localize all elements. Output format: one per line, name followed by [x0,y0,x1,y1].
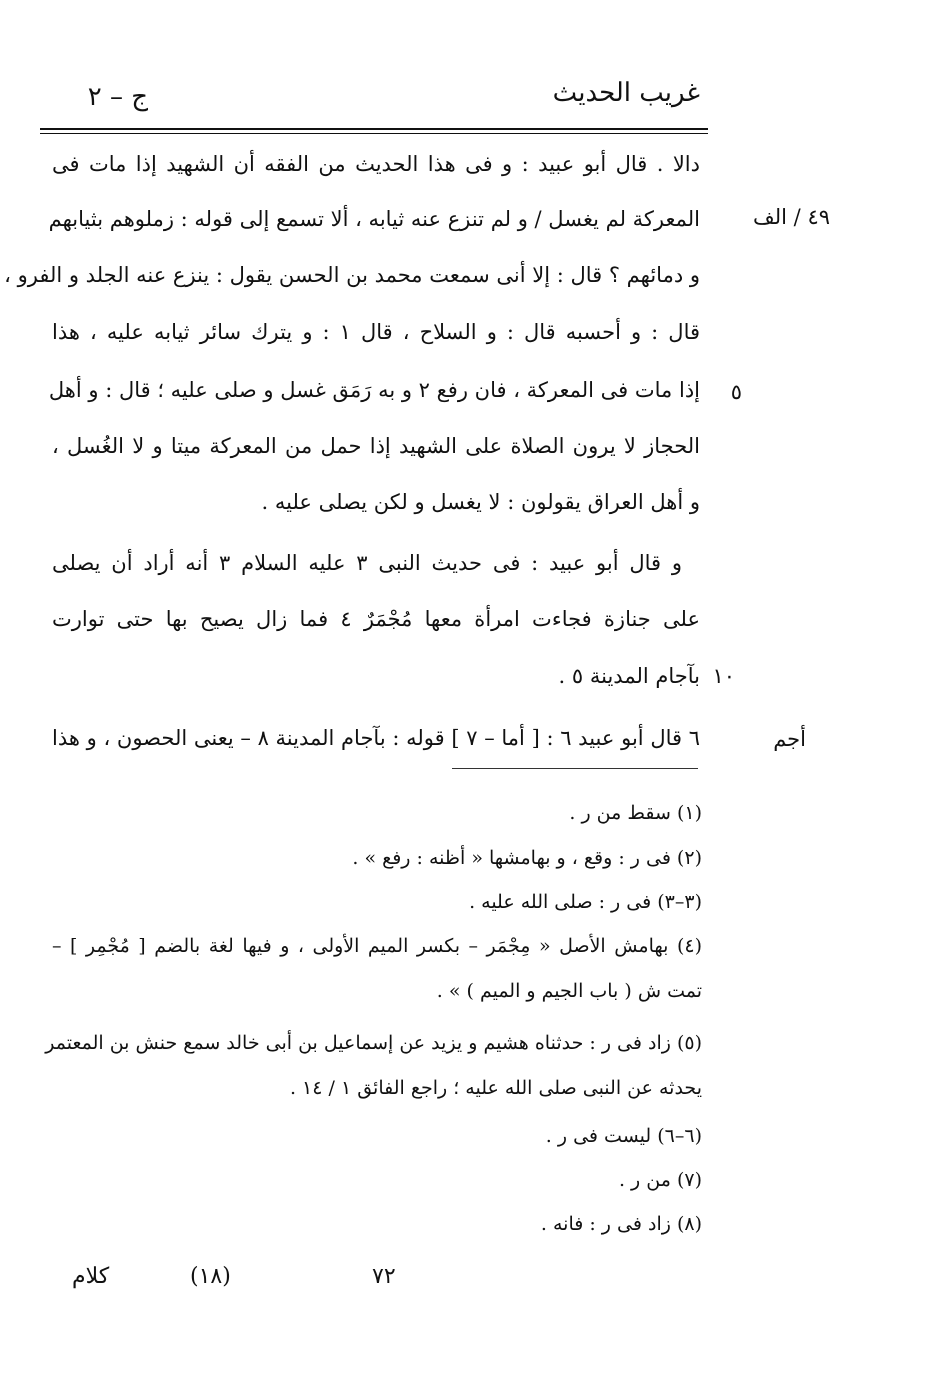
footnote-continuation: تمت ش ( باب الجيم و الميم ) » . [436,980,702,1002]
footnote-continuation: يحدثه عن النبى صلى الله عليه ؛ راجع الفائق ١ / ١٤ . [289,1077,702,1099]
margin-keyword: أجم [773,727,806,751]
body-line: إذا مات فى المعركة ، فان رفع ٢ و به رَمَق غسل و صلى عليه ؛ قال : و أهل [48,378,700,402]
footnote: (٤) بهامش الأصل « مِجْمَر – بكسر الميم الأولى ، و فيها لغة بالضم [ مُجْمِر ] – [52,935,702,957]
body-line: المعركة لم يغسل / و لم تنزع عنه ثيابه ، ألا تسمع إلى قوله : زملوهم بثيابهم [48,207,700,231]
body-line: ٦ قال أبو عبيد ٦ : [ أما – ٧ ] قوله : بآجام المدينة ٨ – يعنى الحصون ، و هذا [52,726,700,750]
body-line: و قال أبو عبيد : فى حديث النبى ٣ عليه السلام ٣ أنه أراد أن يصلى [52,551,682,575]
footnote: (٢) فى ر : وقع ، و بهامشها « أظنه : رفع » . [352,847,702,869]
body-line: و أهل العراق يقولون : لا يغسل و لكن يصلى عليه . [261,490,700,514]
footnote: (٦–٦) ليست فى ر . [545,1125,702,1147]
signature-mark: (١٨) [190,1264,231,1289]
footnote: (٥) زاد فى ر : حدثناه هشيم و يزيد عن إسماعيل بن أبى خالد سمع حنش بن المعتمر [45,1032,702,1054]
header-rule-thin [40,133,708,134]
footnote: (٧) من ر . [618,1169,702,1191]
footnote: (٨) زاد فى ر : فانه . [540,1213,702,1235]
margin-folio: ٤٩ / الف [753,205,830,229]
volume-label: ج – ٢ [87,82,148,112]
footnote-rule [452,768,698,769]
header-rule [40,128,708,130]
margin-line-number-5: ٥ [730,380,742,404]
body-line: على جنازة فجاءت امرأة معها مُجْمَرٌ ٤ فما زال يصيح بها حتى توارت [52,607,700,631]
page-number: ٧٢ [372,1264,396,1289]
running-title: غريب الحديث [552,78,700,108]
body-line: و دمائهم ؟ قال : إلا أنى سمعت محمد بن الحسن يقول : ينزع عنه الجلد و الفرو ، [4,263,700,287]
footnote: (١) سقط من ر . [569,802,702,824]
body-line: بآجام المدينة ٥ . [558,664,700,688]
body-line: قال : و أحسبه قال : و السلاح ، قال ١ : و يترك سائر ثيابه عليه ، هذا [52,320,701,344]
catchword: كلام [72,1264,110,1289]
body-line: دالا . قال أبو عبيد : و فى هذا الحديث من الفقه أن الشهيد إذا مات فى [52,152,700,176]
footnote: (٣–٣) فى ر : صلى الله عليه . [469,891,702,913]
body-line: الحجاز لا يرون الصلاة على الشهيد إذا حمل من المعركة ميتا و لا الغُسل ، [52,434,700,458]
margin-line-number-10: ١٠ [712,664,735,688]
